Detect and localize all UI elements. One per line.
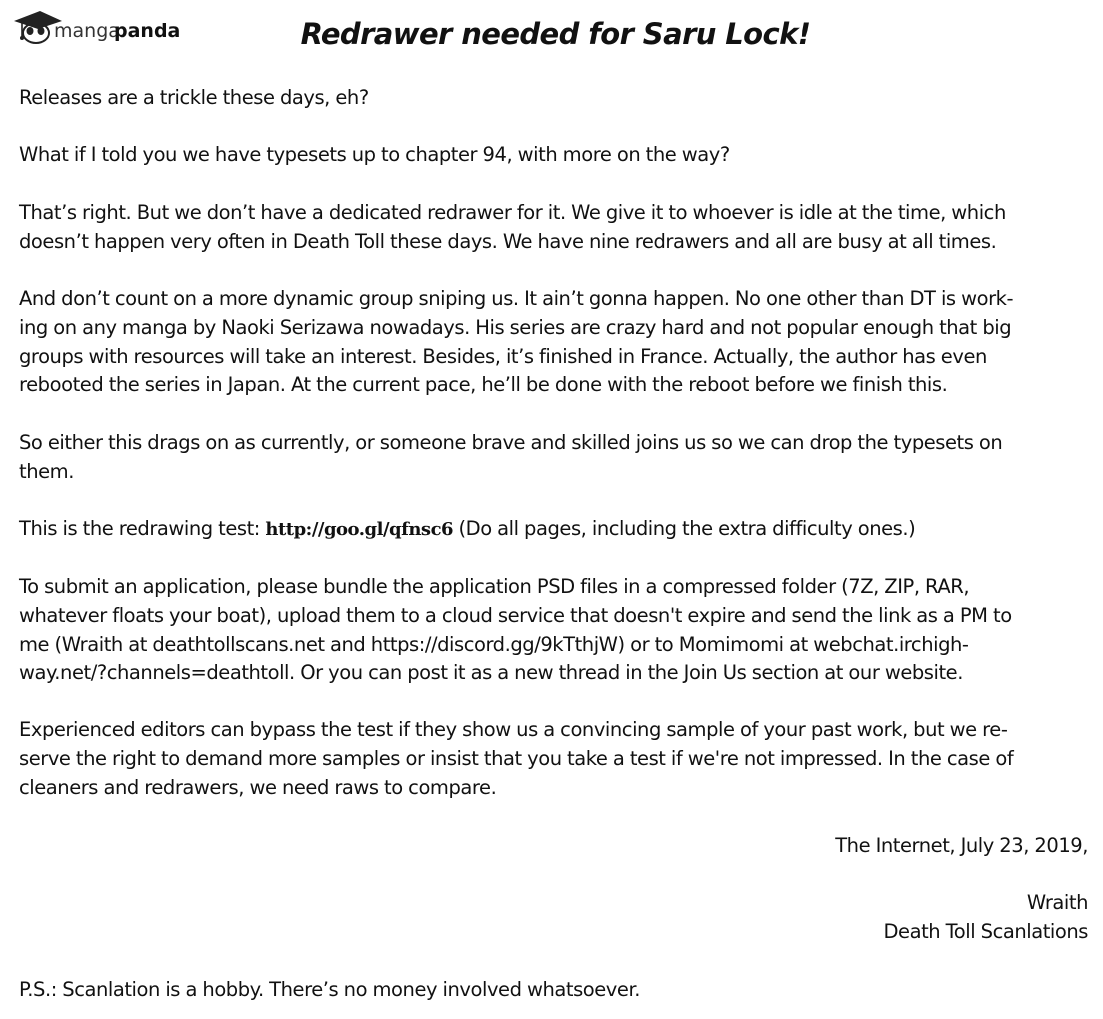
line: serve the right to demand more samples or insist that you take a test if we're not impressed. In the case of (19, 746, 1014, 770)
paragraph-redrawer (19, 199, 1088, 257)
line: ing on any manga by Naoki Serizawa nowadays. His series are crazy hard and not popular enough that big (19, 315, 1012, 339)
line: To submit an application, please bundle the application PSD files in a compressed folder (7Z, ZIP, RAR, (19, 575, 970, 598)
signature-date (19, 832, 1088, 861)
paragraph-intro (19, 84, 1088, 113)
line: The Internet, July 23, 2019, (835, 834, 1088, 857)
line: groups with resources will take an interest. Besides, it’s finished in France. Actually, the author has even (19, 344, 987, 368)
paragraph-groups (19, 285, 1088, 400)
page-title: Redrawer needed for Saru Lock! (300, 17, 811, 51)
test-note: (Do all pages, including the extra difficulty ones.) (453, 517, 916, 540)
line: whatever floats your boat), upload them to a cloud service that doesn't expire and send the link as a PM to (19, 603, 1012, 627)
line: rebooted the series in Japan. At the current pace, he’ll be done with the reboot before we finish this. (19, 373, 948, 397)
line: cleaners and redrawers, we need raws to compare. (19, 775, 497, 799)
logo-text-manga: manga (54, 20, 120, 42)
line: Experienced editors can bypass the test if they show us a convincing sample of your past work, but we re- (19, 718, 1008, 741)
logo-text-panda: panda (114, 20, 181, 42)
line: P.S.: Scanlation is a hobby. There’s no money involved whatsoever. (19, 978, 640, 1001)
paragraph-test (19, 515, 1088, 545)
signature-name: Wraith (1026, 891, 1088, 914)
line: So either this drags on as currently, or someone brave and skilled joins us so we can drop the typesets on (19, 431, 1003, 454)
paragraph-either (19, 429, 1088, 487)
line: Releases are a trickle these days, eh? (19, 86, 369, 109)
postscript (19, 976, 1088, 1005)
line: That’s right. But we don’t have a dedicated redrawer for it. We give it to whoever is idle at the time, which (19, 201, 1006, 224)
signature-group: Death Toll Scanlations (883, 919, 1088, 943)
line: What if I told you we have typesets up to chapter 94, with more on the way? (19, 143, 730, 166)
signature-block (19, 889, 1088, 947)
paragraph-typesets (19, 141, 1088, 170)
line: them. (19, 459, 74, 483)
test-link[interactable]: http://goo.gl/qfnsc6 (265, 519, 454, 540)
test-label: This is the redrawing test: (19, 517, 266, 540)
line: me (Wraith at deathtollscans.net and https://discord.gg/9kTthjW) or to Momimomi at webchat.irchigh- (19, 632, 969, 656)
paragraph-submit (19, 573, 1088, 688)
line: way.net/?channels=deathtoll. Or you can post it as a new thread in the Join Us section at our website. (19, 661, 963, 685)
line: And don’t count on a more dynamic group sniping us. It ain’t gonna happen. No one other than DT is work- (19, 287, 1014, 310)
paragraph-experienced (19, 716, 1088, 802)
line: doesn’t happen very often in Death Toll these days. We have nine redrawers and all are busy at all times. (19, 229, 997, 253)
